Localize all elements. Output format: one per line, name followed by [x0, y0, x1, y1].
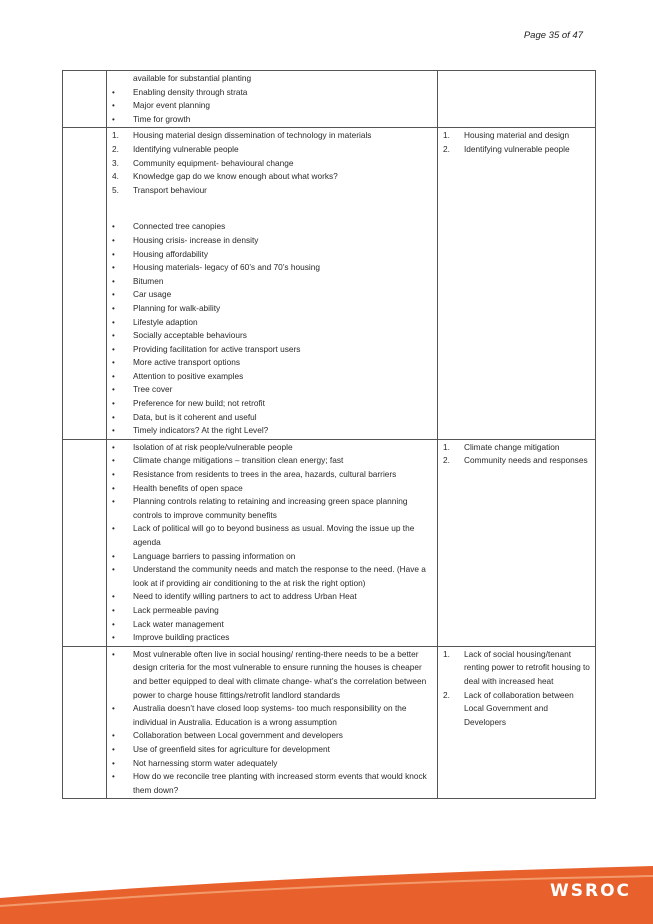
- list-item: • Isolation of at risk people/vulnerable people: [133, 441, 431, 455]
- list-item: Lack of collaboration between Local Government and Developers: [464, 689, 574, 727]
- list-item: • More active transport options: [133, 356, 431, 370]
- list-item: • Timely indicators? At the right Level?: [133, 424, 431, 438]
- issues-cell: [107, 71, 438, 128]
- priorities-cell: [438, 71, 596, 128]
- notes-table: [62, 70, 596, 799]
- list-item: Housing material design dissemination of technology in materials: [133, 130, 372, 141]
- list-item: • Australia doesn’t have closed loop systems- too much responsibility on the individual in Australia. Education is a wrong assumption: [133, 702, 431, 729]
- list-item: • Attention to positive examples: [133, 370, 431, 384]
- numbered-list: [438, 128, 595, 157]
- list-item: • Climate change mitigations – transition clean energy; fast: [133, 454, 431, 468]
- bullet-list: [107, 440, 437, 646]
- list-item: available for substantial planting: [133, 73, 252, 83]
- page-number: Page 35 of 47: [523, 30, 583, 41]
- list-item: • Health benefits of open space: [133, 482, 431, 496]
- list-item: • Planning for walk-ability: [133, 302, 431, 316]
- list-item: • Time for growth: [133, 113, 431, 127]
- list-item: • Collaboration between Local government and developers: [133, 729, 431, 743]
- priorities-cell: [438, 128, 596, 439]
- list-item: • Not harnessing storm water adequately: [133, 757, 431, 771]
- list-item: • Improve building practices: [133, 631, 431, 645]
- list-item: • Providing facilitation for active transport users: [133, 343, 431, 357]
- list-item: Knowledge gap do we know enough about what works?: [133, 171, 338, 182]
- list-item: • Lack water management: [133, 618, 431, 632]
- numbered-list: [107, 128, 437, 198]
- list-item: • Lack permeable paving: [133, 604, 431, 618]
- list-item: Identifying vulnerable people: [133, 143, 239, 154]
- list-item: • Housing crisis- increase in density: [133, 234, 431, 248]
- bullet-list: [107, 219, 437, 439]
- bullet-list: [107, 647, 437, 799]
- issues-cell: [107, 646, 438, 799]
- issues-cell: [107, 439, 438, 646]
- numbered-list: [438, 440, 595, 469]
- list-item: • Need to identify willing partners to act to address Urban Heat: [133, 590, 431, 604]
- list-item: • Housing materials- legacy of 60’s and 70’s housing: [133, 261, 431, 275]
- list-item: • Most vulnerable often live in social housing/ renting-there needs to be a better design criteria for the most vulnerable to ensure running the houses is cheaper and better equipped to deal with climate change- what’s the correlation between power to charge house fittings/retrofit landlord standards: [133, 648, 431, 702]
- priorities-cell: [438, 439, 596, 646]
- list-item: Housing material and design: [464, 130, 570, 141]
- list-item: • Bitumen: [133, 275, 431, 289]
- list-item: Lack of social housing/tenant renting power to retrofit housing to deal with increased heat: [464, 648, 590, 686]
- list-item: • Understand the community needs and match the response to the need. (Have a look at if providing air conditioning to the at risk the right option): [133, 563, 431, 590]
- bullet-list: [107, 71, 437, 127]
- list-item: • Tree cover: [133, 383, 431, 397]
- list-item: Community equipment- behavioural change: [133, 157, 294, 168]
- list-item: • Enabling density through strata: [133, 86, 431, 100]
- list-item: • Language barriers to passing information on: [133, 550, 431, 564]
- list-item: • Lifestyle adaption: [133, 316, 431, 330]
- list-item: • Data, but is it coherent and useful: [133, 411, 431, 425]
- list-item: • Socially acceptable behaviours: [133, 329, 431, 343]
- table-row: [63, 646, 596, 799]
- list-item: • Major event planning: [133, 99, 431, 113]
- list-item: • Use of greenfield sites for agriculture for development: [133, 743, 431, 757]
- table-row: [63, 71, 596, 128]
- list-item: • How do we reconcile tree planting with increased storm events that would knock them down?: [133, 770, 431, 797]
- numbered-list: [438, 647, 595, 731]
- row-label-cell: [63, 71, 107, 128]
- priorities-cell: [438, 646, 596, 799]
- list-item: • Planning controls relating to retaining and increasing green space planning controls to improve community benefits: [133, 495, 431, 522]
- row-label-cell: [63, 646, 107, 799]
- list-item: Identifying vulnerable people: [464, 143, 570, 154]
- list-item: • Housing affordability: [133, 248, 431, 262]
- list-item: • Car usage: [133, 288, 431, 302]
- issues-cell: [107, 128, 438, 439]
- list-item: • Preference for new build; not retrofit: [133, 397, 431, 411]
- list-item: • Connected tree canopies: [133, 220, 431, 234]
- wsroc-logo: WSROC: [549, 881, 631, 901]
- list-item: • Lack of political will go to beyond business as usual. Moving the issue up the agenda: [133, 522, 431, 549]
- table-row: [63, 439, 596, 646]
- table-row: [63, 128, 596, 439]
- list-item: • Resistance from residents to trees in the area, hazards, cultural barriers: [133, 468, 431, 482]
- list-item: Community needs and responses: [464, 455, 588, 466]
- row-label-cell: [63, 439, 107, 646]
- list-item: Transport behaviour: [133, 184, 207, 195]
- list-item: Climate change mitigation: [464, 441, 560, 452]
- row-label-cell: [63, 128, 107, 439]
